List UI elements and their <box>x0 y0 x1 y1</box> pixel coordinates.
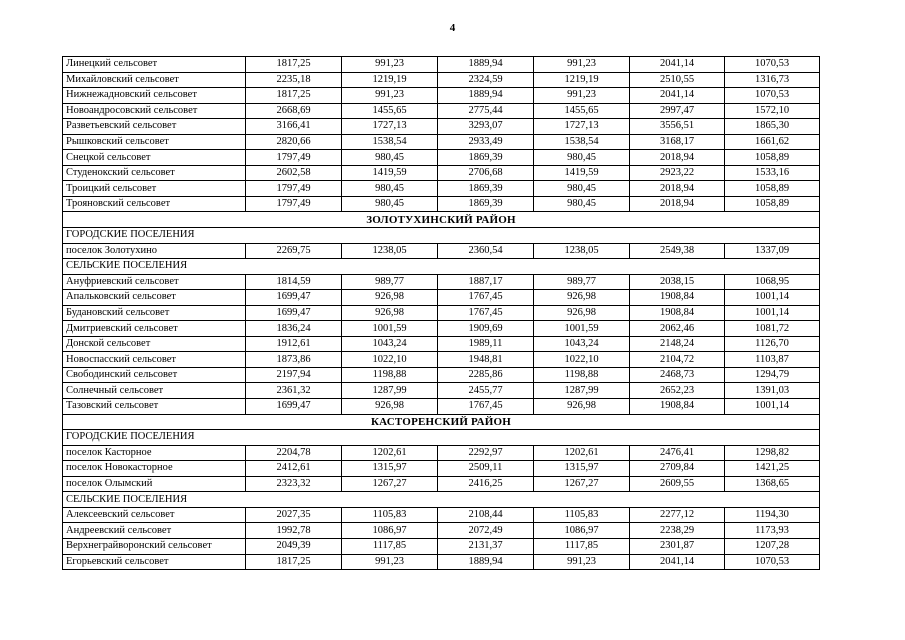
value-cell: 2933,49 <box>438 134 534 150</box>
settlement-name: поселок Олымский <box>63 476 246 492</box>
value-cell: 2652,23 <box>630 383 725 399</box>
value-cell: 2041,14 <box>630 88 725 104</box>
value-cell: 1889,94 <box>438 57 534 73</box>
value-cell: 1267,27 <box>534 476 630 492</box>
value-cell: 1058,89 <box>725 181 820 197</box>
table-row <box>63 461 820 477</box>
value-cell: 1908,84 <box>630 305 725 321</box>
value-cell: 2204,78 <box>246 445 342 461</box>
settlement-name: поселок Новокасторное <box>63 461 246 477</box>
section-name: ГОРОДСКИЕ ПОСЕЛЕНИЯ <box>63 228 820 244</box>
settlement-name: Дмитриевский сельсовет <box>63 321 246 337</box>
value-cell: 2609,55 <box>630 476 725 492</box>
value-cell: 2775,44 <box>438 103 534 119</box>
value-cell: 1287,99 <box>342 383 438 399</box>
value-cell: 2476,41 <box>630 445 725 461</box>
table-row <box>63 554 820 570</box>
value-cell: 1538,54 <box>534 134 630 150</box>
value-cell: 1797,49 <box>246 181 342 197</box>
value-cell: 926,98 <box>342 290 438 306</box>
value-cell: 1001,59 <box>534 321 630 337</box>
value-cell: 2108,44 <box>438 507 534 523</box>
value-cell: 1661,62 <box>725 134 820 150</box>
value-cell: 1873,86 <box>246 352 342 368</box>
value-cell: 1538,54 <box>342 134 438 150</box>
value-cell: 2292,97 <box>438 445 534 461</box>
value-cell: 2468,73 <box>630 367 725 383</box>
value-cell: 1727,13 <box>342 119 438 135</box>
section-name: СЕЛЬСКИЕ ПОСЕЛЕНИЯ <box>63 492 820 508</box>
settlement-name: Апальковский сельсовет <box>63 290 246 306</box>
value-cell: 1421,25 <box>725 461 820 477</box>
value-cell: 2923,22 <box>630 165 725 181</box>
value-cell: 1022,10 <box>534 352 630 368</box>
value-cell: 1287,99 <box>534 383 630 399</box>
table-row <box>63 57 820 73</box>
value-cell: 1086,97 <box>534 523 630 539</box>
table-row <box>63 336 820 352</box>
value-cell: 2038,15 <box>630 274 725 290</box>
settlement-name: Донской сельсовет <box>63 336 246 352</box>
value-cell: 1391,03 <box>725 383 820 399</box>
value-cell: 2455,77 <box>438 383 534 399</box>
value-cell: 1767,45 <box>438 290 534 306</box>
settlement-name: Свободинский сельсовет <box>63 367 246 383</box>
settlement-name: Снецкой сельсовет <box>63 150 246 166</box>
table-row <box>63 305 820 321</box>
value-cell: 1202,61 <box>534 445 630 461</box>
value-cell: 2285,86 <box>438 367 534 383</box>
value-cell: 1889,94 <box>438 554 534 570</box>
value-cell: 1419,59 <box>534 165 630 181</box>
value-cell: 1337,09 <box>725 243 820 259</box>
value-cell: 1533,16 <box>725 165 820 181</box>
value-cell: 2323,32 <box>246 476 342 492</box>
value-cell: 2668,69 <box>246 103 342 119</box>
value-cell: 2602,58 <box>246 165 342 181</box>
table-row <box>63 150 820 166</box>
value-cell: 1001,14 <box>725 305 820 321</box>
value-cell: 1001,14 <box>725 290 820 306</box>
value-cell: 1219,19 <box>342 72 438 88</box>
value-cell: 1767,45 <box>438 399 534 415</box>
value-cell: 2148,24 <box>630 336 725 352</box>
table-row <box>63 538 820 554</box>
table-row <box>63 103 820 119</box>
table-row <box>63 321 820 337</box>
section-header-row <box>63 430 820 446</box>
settlement-name: Разветьевский сельсовет <box>63 119 246 135</box>
value-cell: 1238,05 <box>342 243 438 259</box>
value-cell: 2820,66 <box>246 134 342 150</box>
settlement-name: Будановский сельсовет <box>63 305 246 321</box>
value-cell: 2238,29 <box>630 523 725 539</box>
value-cell: 991,23 <box>534 554 630 570</box>
value-cell: 3293,07 <box>438 119 534 135</box>
value-cell: 1817,25 <box>246 57 342 73</box>
table-row <box>63 507 820 523</box>
section-header-row <box>63 259 820 275</box>
value-cell: 926,98 <box>342 305 438 321</box>
table-row <box>63 383 820 399</box>
value-cell: 1455,65 <box>342 103 438 119</box>
district-name: КАСТОРЕНСКИЙ РАЙОН <box>63 414 820 430</box>
table-row <box>63 445 820 461</box>
value-cell: 1198,88 <box>534 367 630 383</box>
value-cell: 991,23 <box>342 57 438 73</box>
value-cell: 1817,25 <box>246 554 342 570</box>
table-row <box>63 88 820 104</box>
value-cell: 1070,53 <box>725 88 820 104</box>
value-cell: 1316,73 <box>725 72 820 88</box>
value-cell: 1989,11 <box>438 336 534 352</box>
value-cell: 1238,05 <box>534 243 630 259</box>
table-row <box>63 72 820 88</box>
table-row <box>63 476 820 492</box>
value-cell: 980,45 <box>342 150 438 166</box>
settlement-name: Ануфриевский сельсовет <box>63 274 246 290</box>
value-cell: 1699,47 <box>246 290 342 306</box>
value-cell: 1909,69 <box>438 321 534 337</box>
settlement-name: Тазовский сельсовет <box>63 399 246 415</box>
value-cell: 926,98 <box>342 399 438 415</box>
value-cell: 2510,55 <box>630 72 725 88</box>
value-cell: 2416,25 <box>438 476 534 492</box>
value-cell: 991,23 <box>534 88 630 104</box>
value-cell: 2072,49 <box>438 523 534 539</box>
settlement-name: Трояновский сельсовет <box>63 196 246 212</box>
value-cell: 1814,59 <box>246 274 342 290</box>
value-cell: 1948,81 <box>438 352 534 368</box>
value-cell: 1022,10 <box>342 352 438 368</box>
district-name: ЗОЛОТУХИНСКИЙ РАЙОН <box>63 212 820 228</box>
value-cell: 1126,70 <box>725 336 820 352</box>
value-cell: 2509,11 <box>438 461 534 477</box>
value-cell: 3556,51 <box>630 119 725 135</box>
value-cell: 1298,82 <box>725 445 820 461</box>
value-cell: 1117,85 <box>534 538 630 554</box>
value-cell: 989,77 <box>342 274 438 290</box>
value-cell: 1797,49 <box>246 196 342 212</box>
value-cell: 1001,59 <box>342 321 438 337</box>
value-cell: 1368,65 <box>725 476 820 492</box>
value-cell: 980,45 <box>534 150 630 166</box>
settlement-name: Троицкий сельсовет <box>63 181 246 197</box>
value-cell: 1043,24 <box>342 336 438 352</box>
value-cell: 2360,54 <box>438 243 534 259</box>
value-cell: 2549,38 <box>630 243 725 259</box>
value-cell: 1908,84 <box>630 399 725 415</box>
value-cell: 991,23 <box>534 57 630 73</box>
value-cell: 1889,94 <box>438 88 534 104</box>
value-cell: 1699,47 <box>246 305 342 321</box>
value-cell: 1105,83 <box>534 507 630 523</box>
value-cell: 1081,72 <box>725 321 820 337</box>
value-cell: 2997,47 <box>630 103 725 119</box>
value-cell: 2131,37 <box>438 538 534 554</box>
value-cell: 1992,78 <box>246 523 342 539</box>
value-cell: 1173,93 <box>725 523 820 539</box>
value-cell: 1070,53 <box>725 57 820 73</box>
value-cell: 980,45 <box>342 196 438 212</box>
settlement-name: Верхнеграйворонский сельсовет <box>63 538 246 554</box>
value-cell: 1887,17 <box>438 274 534 290</box>
value-cell: 980,45 <box>534 181 630 197</box>
table-row <box>63 274 820 290</box>
value-cell: 2041,14 <box>630 554 725 570</box>
section-header-row <box>63 492 820 508</box>
table-row <box>63 399 820 415</box>
value-cell: 989,77 <box>534 274 630 290</box>
value-cell: 2018,94 <box>630 181 725 197</box>
value-cell: 1267,27 <box>342 476 438 492</box>
value-cell: 2018,94 <box>630 196 725 212</box>
value-cell: 2709,84 <box>630 461 725 477</box>
settlement-name: Андреевский сельсовет <box>63 523 246 539</box>
value-cell: 1836,24 <box>246 321 342 337</box>
value-cell: 1070,53 <box>725 554 820 570</box>
settlement-name: поселок Золотухино <box>63 243 246 259</box>
value-cell: 2706,68 <box>438 165 534 181</box>
value-cell: 1068,95 <box>725 274 820 290</box>
value-cell: 1105,83 <box>342 507 438 523</box>
value-cell: 1202,61 <box>342 445 438 461</box>
table-row <box>63 243 820 259</box>
value-cell: 2324,59 <box>438 72 534 88</box>
value-cell: 1058,89 <box>725 196 820 212</box>
value-cell: 1727,13 <box>534 119 630 135</box>
value-cell: 3166,41 <box>246 119 342 135</box>
value-cell: 1207,28 <box>725 538 820 554</box>
settlement-name: Михайловский сельсовет <box>63 72 246 88</box>
value-cell: 1869,39 <box>438 196 534 212</box>
value-cell: 2269,75 <box>246 243 342 259</box>
settlement-name: Нижнежадновский сельсовет <box>63 88 246 104</box>
tariff-table <box>62 56 820 570</box>
value-cell: 2235,18 <box>246 72 342 88</box>
value-cell: 1194,30 <box>725 507 820 523</box>
table-row <box>63 165 820 181</box>
value-cell: 1315,97 <box>342 461 438 477</box>
district-header-row <box>63 212 820 228</box>
value-cell: 2277,12 <box>630 507 725 523</box>
value-cell: 991,23 <box>342 554 438 570</box>
settlement-name: поселок Касторное <box>63 445 246 461</box>
table-row <box>63 196 820 212</box>
section-name: СЕЛЬСКИЕ ПОСЕЛЕНИЯ <box>63 259 820 275</box>
value-cell: 1117,85 <box>342 538 438 554</box>
value-cell: 1043,24 <box>534 336 630 352</box>
value-cell: 1869,39 <box>438 150 534 166</box>
page-number: 4 <box>449 22 456 34</box>
value-cell: 1455,65 <box>534 103 630 119</box>
value-cell: 926,98 <box>534 399 630 415</box>
settlement-name: Новоандросовский сельсовет <box>63 103 246 119</box>
section-name: ГОРОДСКИЕ ПОСЕЛЕНИЯ <box>63 430 820 446</box>
value-cell: 2197,94 <box>246 367 342 383</box>
value-cell: 980,45 <box>534 196 630 212</box>
value-cell: 1058,89 <box>725 150 820 166</box>
value-cell: 980,45 <box>342 181 438 197</box>
value-cell: 1869,39 <box>438 181 534 197</box>
value-cell: 2301,87 <box>630 538 725 554</box>
settlement-name: Линецкий сельсовет <box>63 57 246 73</box>
district-header-row <box>63 414 820 430</box>
table-row <box>63 181 820 197</box>
value-cell: 1294,79 <box>725 367 820 383</box>
table-row <box>63 523 820 539</box>
value-cell: 1912,61 <box>246 336 342 352</box>
value-cell: 991,23 <box>342 88 438 104</box>
value-cell: 1315,97 <box>534 461 630 477</box>
value-cell: 1086,97 <box>342 523 438 539</box>
value-cell: 2018,94 <box>630 150 725 166</box>
table-row <box>63 290 820 306</box>
value-cell: 2062,46 <box>630 321 725 337</box>
value-cell: 2027,35 <box>246 507 342 523</box>
value-cell: 1865,30 <box>725 119 820 135</box>
value-cell: 2041,14 <box>630 57 725 73</box>
value-cell: 1908,84 <box>630 290 725 306</box>
value-cell: 1198,88 <box>342 367 438 383</box>
section-header-row <box>63 228 820 244</box>
settlement-name: Солнечный сельсовет <box>63 383 246 399</box>
settlement-name: Егорьевский сельсовет <box>63 554 246 570</box>
value-cell: 1001,14 <box>725 399 820 415</box>
value-cell: 1103,87 <box>725 352 820 368</box>
value-cell: 2361,32 <box>246 383 342 399</box>
value-cell: 926,98 <box>534 305 630 321</box>
value-cell: 1797,49 <box>246 150 342 166</box>
table-row <box>63 352 820 368</box>
table-row <box>63 134 820 150</box>
value-cell: 2049,39 <box>246 538 342 554</box>
value-cell: 1219,19 <box>534 72 630 88</box>
table-row <box>63 119 820 135</box>
value-cell: 2104,72 <box>630 352 725 368</box>
settlement-name: Алексеевский сельсовет <box>63 507 246 523</box>
value-cell: 1419,59 <box>342 165 438 181</box>
table-row <box>63 367 820 383</box>
value-cell: 926,98 <box>534 290 630 306</box>
settlement-name: Новоспасский сельсовет <box>63 352 246 368</box>
value-cell: 1817,25 <box>246 88 342 104</box>
value-cell: 2412,61 <box>246 461 342 477</box>
value-cell: 3168,17 <box>630 134 725 150</box>
settlement-name: Рышковский сельсовет <box>63 134 246 150</box>
value-cell: 1572,10 <box>725 103 820 119</box>
value-cell: 1699,47 <box>246 399 342 415</box>
value-cell: 1767,45 <box>438 305 534 321</box>
settlement-name: Студенокский сельсовет <box>63 165 246 181</box>
